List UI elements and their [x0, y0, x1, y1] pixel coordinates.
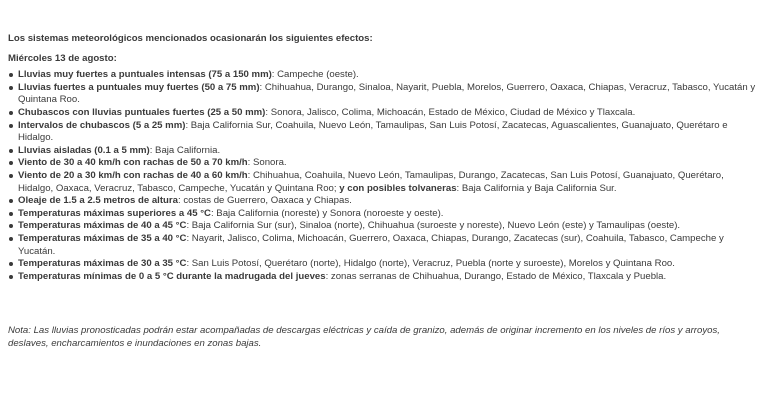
effect-item	[8, 208, 758, 221]
effect-item	[8, 120, 758, 145]
effect-label: Viento de 30 a 40 km/h con rachas de 50 a 70 km/h	[18, 157, 248, 169]
effect-label: Temperaturas máximas superiores a 45 °C	[18, 207, 211, 219]
effect-text: : San Luis Potosí, Querétaro (norte), Hidalgo (norte), Veracruz, Puebla (norte y suroeste), Morelos y Quintana Roo.	[186, 258, 675, 270]
effect-label: Temperaturas máximas de 35 a 40 °C	[18, 232, 187, 244]
effect-text: : Baja California.	[149, 144, 221, 156]
effect-text: : Campeche (oeste).	[271, 69, 359, 81]
effect-label: Chubascos con lluvias puntuales fuertes (25 a 50 mm)	[18, 106, 266, 118]
effect-item	[8, 157, 758, 170]
effect-text: : Baja California (noreste) y Sonora (noroeste y oeste).	[210, 207, 444, 219]
effect-label: Lluvias muy fuertes a puntuales intensas (75 a 150 mm)	[18, 69, 272, 81]
effect-text: : Nayarit, Jalisco, Colima, Michoacán, Guerrero, Oaxaca, Chiapas, Durango, Zacatecas (sur), Coahuila, Tabasco, Campeche y Yucatán.	[18, 232, 724, 257]
intro-heading: Los sistemas meteorológicos mencionados ocasionarán los siguientes efectos:	[8, 33, 373, 44]
effect-label: Temperaturas mínimas de 0 a 5 °C durante la madrugada del jueves	[18, 270, 326, 282]
effect-item	[8, 82, 758, 107]
effect-label: Intervalos de chubascos (5 a 25 mm)	[18, 119, 186, 131]
effect-label: y con posibles tolvaneras	[336, 182, 457, 194]
effect-item	[8, 107, 758, 120]
effect-text: : Chihuahua, Durango, Sinaloa, Nayarit, Puebla, Morelos, Guerrero, Oaxaca, Chiapas, Veracruz, Tabasco, Yucatán y Quintana Roo.	[18, 81, 756, 106]
effect-label: Lluvias fuertes a puntuales muy fuertes (50 a 75 mm)	[18, 81, 260, 93]
effect-label: Oleaje de 1.5 a 2.5 metros de altura	[18, 195, 178, 207]
effect-text: : Baja California y Baja California Sur.	[456, 182, 617, 194]
note-paragraph: Nota: Las lluvias pronosticadas podrán estar acompañadas de descargas eléctricas y caída de granizo, además de originar incremento en los niveles de ríos y arroyos, deslaves, encharcamientos e inundaciones en zonas bajas.	[8, 325, 720, 349]
effect-text: : Baja California Sur (sur), Sinaloa (norte), Chihuahua (suroeste y noreste), Nuevo León (este) y Tamaulipas (oeste).	[186, 220, 681, 232]
date-heading: Miércoles 13 de agosto:	[8, 52, 117, 64]
effect-label: Temperaturas máximas de 30 a 35 °C	[18, 258, 187, 270]
effects-list	[8, 69, 758, 283]
effect-text: : Baja California Sur, Coahuila, Nuevo León, Tamaulipas, San Luis Potosí, Zacatecas, Aguascalientes, Guanajuato, Querétaro e Hidalgo.	[18, 119, 728, 144]
effect-label: Viento de 20 a 30 km/h con rachas de 40 a 60 km/h	[18, 169, 248, 181]
effect-item	[8, 69, 758, 82]
effect-text: : Sonora.	[247, 157, 287, 169]
effect-text: : zonas serranas de Chihuahua, Durango, Estado de México, Tlaxcala y Puebla.	[325, 270, 667, 282]
effect-label: Temperaturas máximas de 40 a 45 °C	[18, 220, 187, 232]
effect-item	[8, 195, 758, 208]
effect-item	[8, 233, 758, 258]
effect-label: Lluvias aisladas (0.1 a 5 mm)	[18, 144, 150, 156]
effect-item	[8, 271, 758, 284]
effect-text: : Sonora, Jalisco, Colima, Michoacán, Estado de México, Ciudad de México y Tlaxcala.	[265, 106, 636, 118]
effect-item	[8, 258, 758, 271]
effect-item	[8, 145, 758, 158]
effect-item	[8, 170, 758, 195]
effect-item	[8, 220, 758, 233]
effect-text: : costas de Guerrero, Oaxaca y Chiapas.	[177, 195, 352, 207]
effect-text: : Chihuahua, Coahuila, Nuevo León, Tamaulipas, Durango, Zacatecas, San Luis Potosí, Guanajuato, Querétaro, Hidalgo, Oaxaca, Veracruz, Tabasco, Campeche, Yucatán y Quintana Roo;	[18, 169, 724, 194]
